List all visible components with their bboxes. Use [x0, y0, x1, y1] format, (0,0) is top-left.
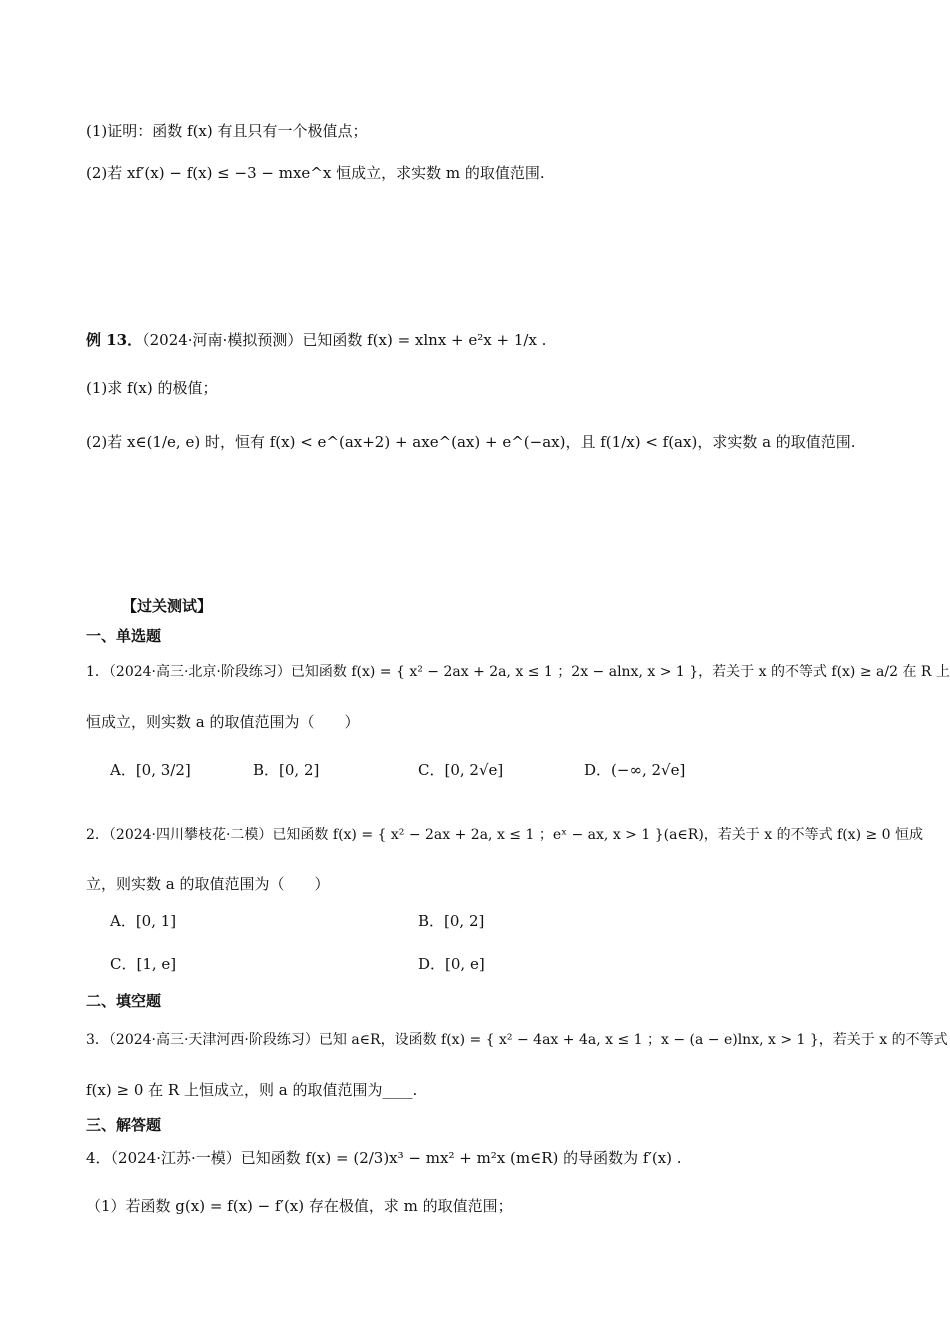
- example13-label: 例 13．: [86, 331, 143, 349]
- q2-option-b[interactable]: B．[0, 2]: [418, 912, 485, 930]
- part-one-heading: 一、单选题: [86, 627, 162, 645]
- q1-stem-line1: 1．（2024·高三·北京·阶段练习）已知函数 f(x) = { x² − 2ax + 2a, x ≤ 1 ；2x − alnx, x > 1 }，若关于 x 的不等式 f(x) ≥ a/2 在 R 上: [86, 664, 950, 680]
- q1-stem-line2: 恒成立，则实数 a 的取值范围为（ ）: [86, 713, 360, 731]
- q2-stem-line1: 2．（2024·四川攀枝花·二模）已知函数 f(x) = { x² − 2ax + 2a, x ≤ 1 ；eˣ − ax, x > 1 }(a∈R)，若关于 x 的不等式 f(x) ≥ 0 恒成: [86, 827, 924, 843]
- example13-intro: （2024·河南·模拟预测）已知函数 f(x) = xlnx + e²x + 1/x .: [142, 331, 547, 349]
- part-three-heading: 三、解答题: [86, 1116, 162, 1134]
- section-heading: 【过关测试】: [122, 597, 213, 615]
- example13-part2: (2)若 x∈(1/e, e) 时，恒有 f(x) < e^(ax+2) + axe^(ax) + e^(−ax)，且 f(1/x) < f(ax)，求实数 a 的取值范围.: [86, 433, 856, 451]
- prev-problem-part2: (2)若 xf′(x) − f(x) ≤ −3 − mxe^x 恒成立，求实数 m 的取值范围.: [86, 164, 545, 182]
- example13-part1: (1)求 f(x) 的极值；: [86, 379, 218, 397]
- q2-stem-line2: 立，则实数 a 的取值范围为（ ）: [86, 875, 330, 893]
- q2-option-d[interactable]: D．[0, e]: [418, 955, 485, 973]
- example13-intro-line: [86, 330, 546, 350]
- q4-part1: （1）若函数 g(x) = f(x) − f′(x) 存在极值，求 m 的取值范围；: [86, 1197, 513, 1215]
- q2-option-c[interactable]: C．[1, e]: [110, 955, 177, 973]
- q3-stem-line2: f(x) ≥ 0 在 R 上恒成立，则 a 的取值范围为____.: [86, 1081, 418, 1099]
- q2-option-a[interactable]: A．[0, 1]: [110, 912, 177, 930]
- q1-option-a[interactable]: A．[0, 3/2]: [110, 761, 191, 779]
- q1-option-d[interactable]: D．(−∞, 2√e]: [584, 761, 686, 779]
- part-two-heading: 二、填空题: [86, 992, 162, 1010]
- q3-stem-line1: 3．（2024·高三·天津河西·阶段练习）已知 a∈R，设函数 f(x) = { x² − 4ax + 4a, x ≤ 1 ；x − (a − e)lnx, x > 1 }，若关于 x 的不等式: [86, 1032, 948, 1048]
- q1-option-b[interactable]: B．[0, 2]: [253, 761, 320, 779]
- q1-option-c[interactable]: C．[0, 2√e]: [418, 761, 504, 779]
- prev-problem-part1: (1)证明：函数 f(x) 有且只有一个极值点；: [86, 122, 368, 140]
- q4-stem: 4．（2024·江苏·一模）已知函数 f(x) = (2/3)x³ − mx² + m²x (m∈R) 的导函数为 f′(x) .: [86, 1149, 682, 1167]
